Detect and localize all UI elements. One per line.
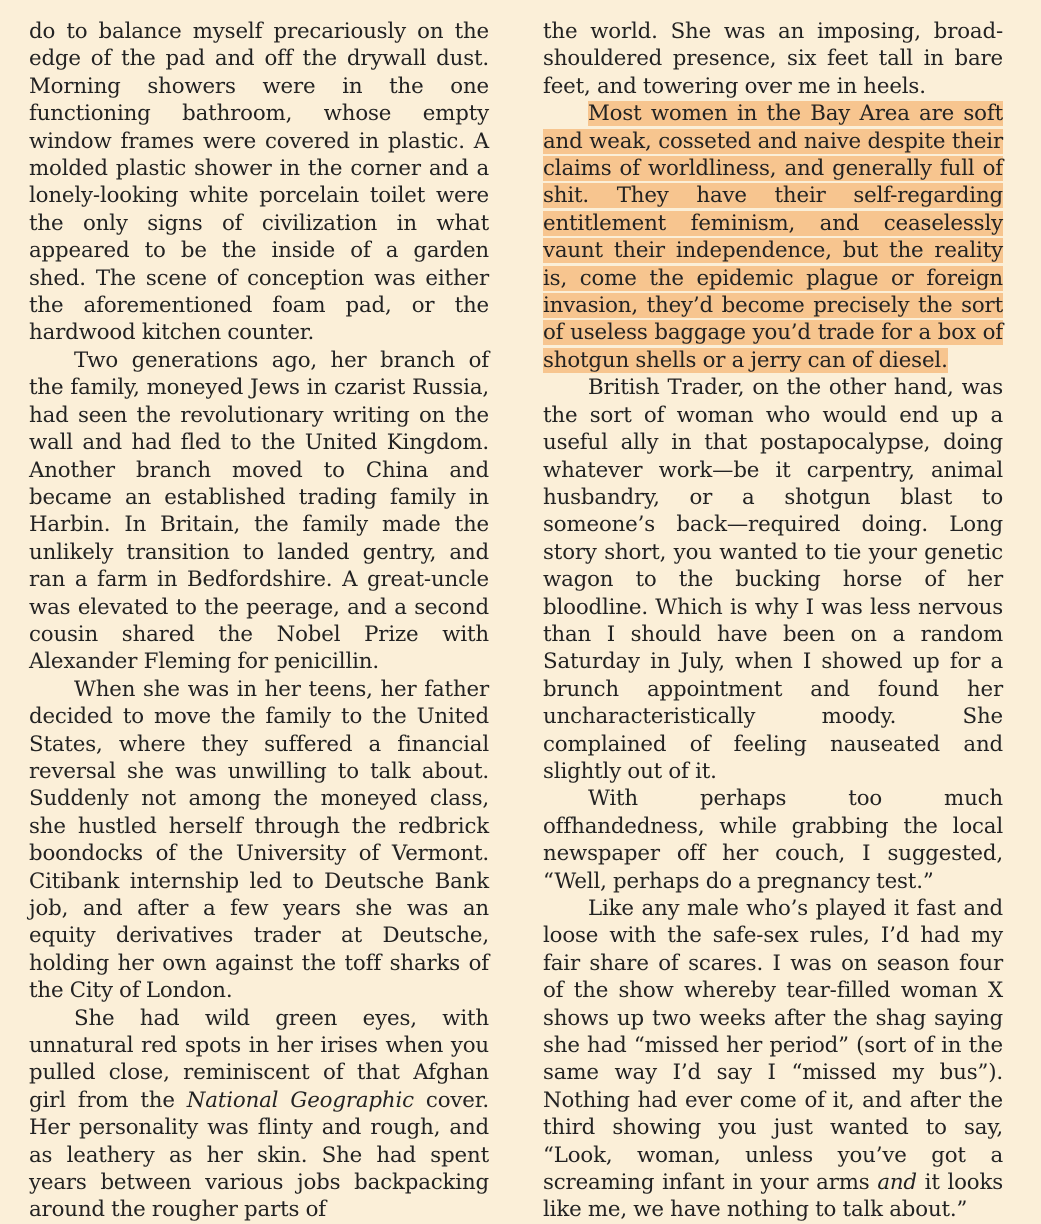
book-page <box>0 18 1041 1223</box>
text-run: She had wild green eyes, with unnatural red spots in her irises when you pulled close, reminiscent of that Afghan girl from the <box>29 1005 489 1113</box>
text-run: cover. Her personality was flinty and rough, and as leathery as her skin. She had spent years between various jobs backpacking around the rougher parts of <box>29 1087 490 1223</box>
paragraph: When she was in her teens, her father decided to move the family to the United States, where they suffered a financial reversal she was unwilling to talk about. Suddenly not among the moneyed class, she hustled herself through the redbrick boondocks of the University of Vermont. Citibank internship led to Deutsche Bank job, and after a few years she was an equity derivatives trader at Deutsche, holding her own against the toff sharks of the City of London. <box>29 676 489 1004</box>
italic-text: National Geographic <box>186 1087 414 1113</box>
right-column <box>543 18 1003 1224</box>
left-column <box>29 18 489 1224</box>
paragraph: British Trader, on the other hand, was the sort of woman who would end up a useful ally in that postapocalypse, doing whatever work—be it carpentry, animal husbandry, or a shotgun blast to someone’s back—required doing. Long story short, you wanted to tie your genetic wagon to the bucking horse of her bloodline. Which is why I was less nervous than I should have been on a random Saturday in July, when I showed up for a brunch appointment and found her uncharacteristically moody. She complained of feeling nauseated and slightly out of it. <box>543 375 1003 784</box>
paragraph: Two generations ago, her branch of the family, moneyed Jews in czarist Russia, had seen the revolutionary writing on the wall and had fled to the United Kingdom. Another branch moved to China and became an established trading family in Harbin. In Britain, the family made the unlikely transition to landed gentry, and ran a farm in Bedfordshire. A great-uncle was elevated to the peerage, and a second cousin shared the Nobel Prize with Alexander Fleming for penicillin. <box>29 347 489 675</box>
text-run: Like any male who’s played it fast and loose with the safe-sex rules, I’d had my fair share of scares. I was on season four of the show whereby tear-filled woman X shows up two weeks after the shag saying she had “missed her period” (sort of in the same way I’d say I “missed my bus”). Nothing had ever come of it, and after the third showing you just wanted to say, “Look, woman, unless you’ve got a screaming infant in your arms <box>543 896 1003 1196</box>
text-run: it looks like me, we have nothing to talk about.” <box>543 1170 1004 1223</box>
paragraph: With perhaps too much offhandedness, while grabbing the local newspaper off her couch, I suggested, “Well, perhaps do a pregnancy test.” <box>543 786 1003 894</box>
paragraph: do to balance myself precariously on the edge of the pad and off the drywall dust. Morning showers were in the one functioning bathroom, whose empty window frames were covered in plastic. A molded plastic shower in the corner and a lonely-looking white porcelain toilet were the only signs of civilization in what appeared to be the inside of a garden shed. The scene of conception was either the aforementioned foam pad, or the hardwood kitchen counter. <box>29 19 489 346</box>
highlighted-paragraph[interactable] <box>543 100 1003 374</box>
italic-text: and <box>877 1170 917 1196</box>
highlight[interactable]: Most women in the Bay Area are soft and weak, cosseted and naive despite their claims of worldliness, and generally full of shit. They have their self-regarding entitlement feminism, and ceaselessly vaunt their independence, but the reality is, come the epidemic plague or foreign invasion, they’d become precisely the sort of useless baggage you’d trade for a box of shotgun shells or a jerry can of diesel. <box>543 101 1003 373</box>
paragraph <box>29 1005 489 1224</box>
paragraph: the world. She was an imposing, broad-shouldered presence, six feet tall in bare feet, and towering over me in heels. <box>543 19 1003 99</box>
paragraph <box>543 895 1003 1224</box>
